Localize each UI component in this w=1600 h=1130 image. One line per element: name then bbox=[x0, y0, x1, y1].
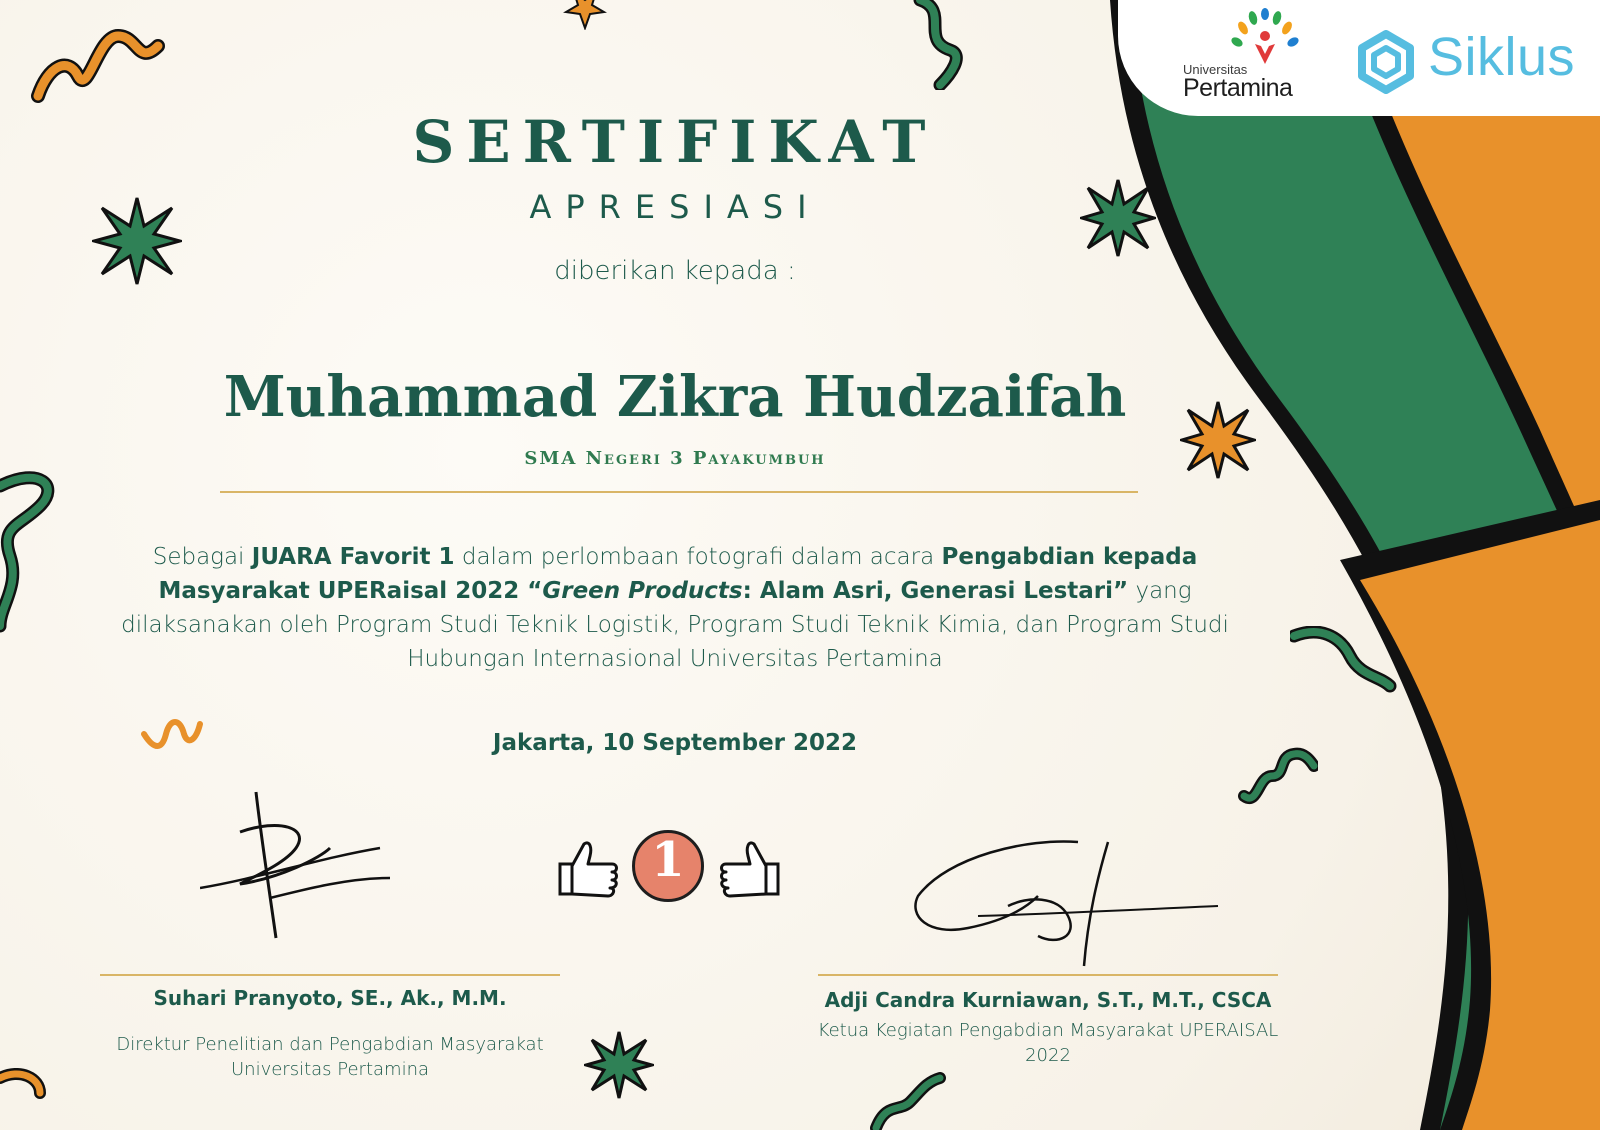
signatory-1-role-line1: Direktur Penelitian dan Pengabdian Masyarakat bbox=[116, 1034, 544, 1055]
signature-left bbox=[200, 788, 400, 948]
signatory-2-role bbox=[778, 1018, 1318, 1068]
star-burst-icon bbox=[560, 0, 610, 30]
given-to-label: diberikan kepada : bbox=[554, 256, 796, 286]
name-divider bbox=[220, 491, 1138, 493]
recipient-school: SMA Negeri 3 Payakumbuh bbox=[524, 448, 826, 469]
place-date: Jakarta, 10 September 2022 bbox=[492, 730, 858, 756]
organizers-text: yang dilaksanakan oleh Program Studi Teknik Logistik, Program Studi Teknik Kimia, dan Program Studi Hubungan Internasional Universitas Pertamina bbox=[121, 578, 1229, 672]
signature-right bbox=[908, 836, 1228, 976]
siklus-logo-text: Siklus bbox=[1428, 27, 1576, 87]
squiggle-icon bbox=[910, 0, 970, 90]
signatory-1-role bbox=[50, 1032, 610, 1082]
signatory-1-name: Suhari Pranyoto, SE., Ak., M.M. bbox=[153, 986, 507, 1010]
signature-line-left bbox=[100, 974, 560, 976]
squiggle-icon bbox=[0, 466, 70, 636]
medal-number: 1 bbox=[651, 832, 685, 888]
thumbs-up-icon bbox=[556, 836, 620, 900]
signature-line-right bbox=[818, 974, 1278, 976]
thumbs-up-icon bbox=[718, 836, 782, 900]
event-theme: : Alam Asri, Generasi Lestari” bbox=[742, 578, 1129, 604]
logo-university-big: Pertamina bbox=[1183, 74, 1293, 102]
certificate-subtitle: APRESIASI bbox=[529, 188, 821, 226]
event-name: Pengabdian kepada Masyarakat UPERaisal 2022 “ bbox=[158, 544, 1198, 604]
squiggle-icon bbox=[28, 6, 168, 106]
event-theme-italic: Green Products bbox=[542, 578, 743, 604]
signatory-2-role-line2: 2022 bbox=[1025, 1045, 1071, 1066]
body-text-1: Sebagai bbox=[152, 544, 252, 570]
signatory-2-name: Adji Candra Kurniawan, S.T., M.T., CSCA bbox=[824, 988, 1272, 1012]
squiggle-icon bbox=[1290, 626, 1400, 696]
logo-university-small: Universitas bbox=[1183, 62, 1248, 77]
signatory-1-role-line2: Universitas Pertamina bbox=[230, 1059, 430, 1080]
certificate-title: SERTIFIKAT bbox=[412, 108, 938, 176]
certificate-body bbox=[110, 540, 1240, 676]
squiggle-icon bbox=[870, 1072, 960, 1130]
signatory-2-role-line1: Ketua Kegiatan Pengabdian Masyarakat UPERAISAL bbox=[817, 1020, 1279, 1041]
body-text-3: dalam perlombaan fotografi dalam acara bbox=[454, 544, 942, 570]
award-title: JUARA Favorit 1 bbox=[251, 544, 455, 570]
siklus-logo-icon bbox=[1354, 30, 1418, 94]
squiggle-icon bbox=[0, 1068, 50, 1108]
recipient-name: Muhammad Zikra Hudzaifah bbox=[223, 364, 1127, 430]
